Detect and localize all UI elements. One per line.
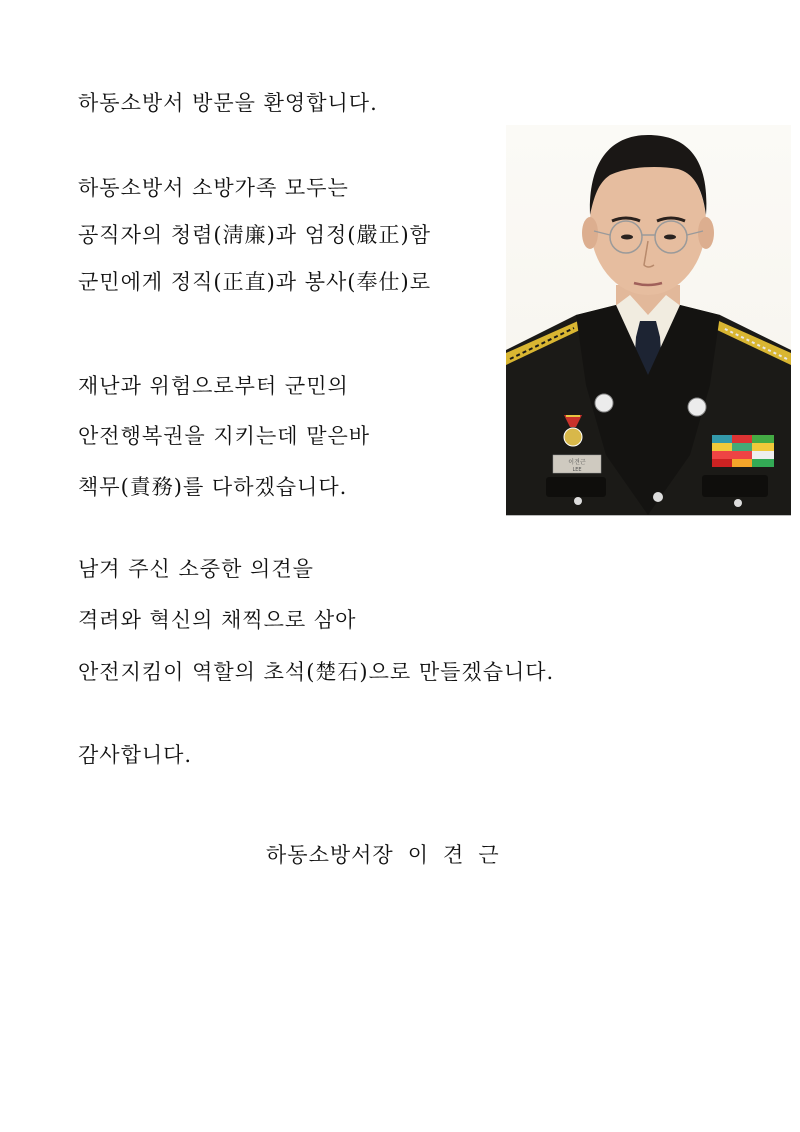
paragraph-2-line-2: 안전행복권을 지키는데 맡은바 <box>78 424 371 448</box>
paragraph-1-line-3: 군민에게 정직(正直)과 봉사(奉仕)로 <box>78 270 431 294</box>
paragraph-1-line-2: 공직자의 청렴(淸廉)과 엄정(嚴正)함 <box>78 223 431 247</box>
paragraph-3-line-2: 격려와 혁신의 채찍으로 삼아 <box>78 608 357 632</box>
portrait-photo <box>506 125 791 516</box>
signature-name-char-2: 견 <box>443 843 465 867</box>
nameplate-english: LEE <box>572 467 582 473</box>
greeting-heading: 하동소방서 방문을 환영합니다. <box>78 91 378 115</box>
closing-text: 감사합니다. <box>78 743 193 767</box>
signature-title: 하동소방서장 <box>266 843 394 867</box>
paragraph-1-line-1: 하동소방서 소방가족 모두는 <box>78 176 349 200</box>
signature <box>266 842 500 868</box>
paragraph-3-line-1: 남겨 주신 소중한 의견을 <box>78 557 314 581</box>
paragraph-2-line-3: 책무(責務)를 다하겠습니다. <box>78 475 348 499</box>
paragraph-2-line-1: 재난과 위험으로부터 군민의 <box>78 374 349 398</box>
signature-name-char-3: 근 <box>478 843 500 867</box>
signature-name-char-1: 이 <box>407 843 430 867</box>
nameplate-korean: 이견근 <box>568 459 586 466</box>
paragraph-3-line-3: 안전지킴이 역할의 초석(楚石)으로 만들겠습니다. <box>78 660 555 684</box>
